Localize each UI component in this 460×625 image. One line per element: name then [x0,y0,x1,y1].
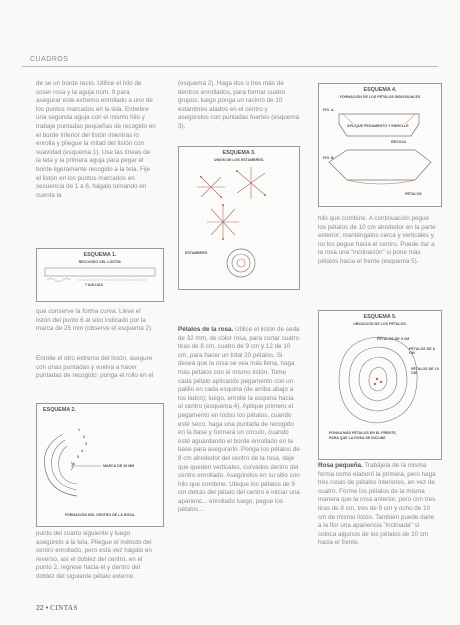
figure-title: ESQUEMA 1. [83,252,117,258]
point-number: 2 [83,435,85,439]
figure-esquema-3 [178,146,300,290]
glue-label: APLIQUE PEGAMENTO Y ENROLLE [347,124,409,128]
petal-formation-drawing [319,84,441,206]
figure-caption: PONGA MÁS PÉTALOS EN EL FRENTE, PARA QUE LA ROSA SE INCLINE [329,431,397,440]
petals-label: PÉTALOS [405,192,422,196]
paragraph: de se un borde recto. Utilice el hilo de coser rosa y la aguja núm. 9 para asegurar este extremo enrollado a uno de los puntos marcados en la tela. Enhebre una segunda aguja con el mismo hilo y trabaje puntadas pequeñas de recogido en el borde inferior del listón mientras lo enrolla y pliegue la mitad del listón con suavidad (esquema 1). Use las líneas de la tela y la primera aguja para pegar el borde ligeramente recogido a la tela. Fije el listón en los puntos marcados en secuencia de 1 a 6, hágalo tomando en cuenta la [36,80,156,199]
gather-label: RECOJA [391,140,406,144]
figure-title: ESQUEMA 4. [363,87,397,93]
paragraph: punto del cuarto siguiente y luego asegúrelo a la tela. Pliegue el método del centro enrollado, pero esta vez hágalo en reverso, así el doblez del centro, en el punto 2, regrese hacia el y dentro del doblez del siguiente pétalo externo [36,530,152,580]
figure-subtitle: UBICACIÓN DE LOS PÉTALOS. [353,322,407,326]
needles-label: 7 AGUJAS [85,283,103,287]
footer-bullet: • [45,605,49,612]
fig-a-label: FIG. A. [323,108,335,112]
point-number: 6 [73,462,75,466]
column-a-top [36,80,156,206]
paragraph [178,326,300,515]
figure-subtitle: UNIÓN DE LOS ESTAMBRES. [213,158,265,162]
figure-esquema-4 [318,83,442,207]
column-a-mid [36,308,156,340]
fig-b-label: FIG. B. [323,156,335,160]
point-number: 4 [81,449,83,453]
mark-label: MARCA DE 25 MM [103,464,135,468]
figure-caption: FORMACIÓN DEL CENTRO DE LA ROSA. [64,513,136,517]
label-10cm: PÉTALOS DE 10 CM [411,367,439,375]
figure-esquema-1 [36,248,164,302]
paragraph-body: Trabájela de la misma forma como elaboró la primera, pero haga tres rosas de pétalos interiores, en vez de cuatro. Forme los pétalos de la misma manera que la rosa anterior, pero con tres tiras de 8 cm, tres de 9 cm y ocho de 10 cm de mismo listón. También puede darle a la flor una apariencia "inclinada" si coloca algunos de los pétalos de 10 cm hacia el frente. [318,462,436,547]
column-b-top [178,80,300,138]
magazine-brand: CINTAS [50,604,78,612]
figure-title: ESQUEMA 3. [222,150,256,156]
label-8cm: PÉTALOS DE 8 CM [409,347,435,355]
paragraph: que conserve la forma curva. Lleve el listón del punto 6 al sitio indicado por la marca de 25 mm (observe el esquema 2). [36,308,153,333]
rose-center-drawing [37,404,163,526]
column-c-top [318,215,438,273]
figure-subtitle: FORMACIÓN DE LOS PÉTALOS INDIVIDUALES [339,95,421,99]
page-number: 22 [36,605,44,612]
paragraph: Enrolle el otro extremo del listón, asegure con unas puntadas y vuelva a hacer puntadas de recogido; ponga el rollo en el [36,355,154,380]
figure-esquema-5 [318,310,442,460]
figure-subtitle: RECOGIDO DEL LISTÓN. [78,260,122,264]
section-header: CUADROS [30,56,69,63]
paragraph: (esquema 2). Haga dos o tres más de dentros enrollados, para formar cuatro grupos, luego ponga un racimo de 10 estambres atados en el centro y asegúrelos con puntadas fuertes (esquema 3). [178,80,300,130]
point-number: 5 [77,455,79,459]
paragraph-body: Utilice el listón de seda de 32 mm, de color rosa, para cortar cuatro tiras de 8 cm, cuatro de 9 cm y 12 de 10 cm, para hacer un total 20 pétalos. Si desea que la rosa se vea más llena, haga más pétalos con el mismo listón. Tome cada pétalo aplicando pegamento con un palillo en cada esquina (de arriba abajo a los lados); luego, enrolle la esquina hacia el centro (esquema 4). Aplique primero el pegamento en todos los pétalos, cuando esté seco, haga una puntada de recogido en la base y formará un círculo, cuando esté aguardando el borde enrollado en la base para asegurarlo. Ponga los pétalos de 8 cm alrededor del centro de la rosa, deje que queden verticales, curvados dentro del centro enrollado. Asegúrelos en su sitio con hilo que combine. Ubique los pétalos de 9 cm detrás del pétalo del centro e iniciar una aparienc... enrollado luego, pegue los pétalos... [178,326,300,514]
ribbon-gather-drawing [37,249,163,301]
figure-esquema-2 [36,403,164,527]
column-b-body [178,326,300,521]
header-rule [22,66,438,67]
column-a-bottom [36,530,156,588]
page-footer [36,604,78,612]
column-a-mid2 [36,355,156,387]
figure-title: ESQUEMA 5. [363,314,397,320]
stamens-label: ESTAMBRES [185,251,208,255]
paragraph [318,462,438,548]
point-number: 1 [78,428,80,432]
column-c-body [318,462,438,554]
point-number: 3 [85,442,87,446]
label-9cm: PÉTALOS DE 9 CM [377,337,410,341]
paragraph-heading: Rosa pequeña. [318,462,363,469]
paragraph: hilo que combine. A continuación pegue los pétalos de 10 cm alrededor en la parte exterior; manténgalos cerca y verticales y no los pegue hacia el centro. Puede dar a la rosa una "inclinación" si pone más pétalos hacia el frente (esquema 5). [318,215,436,265]
figure-title: ESQUEMA 2. [43,407,77,413]
paragraph-heading: Pétalos de la rosa. [178,326,234,333]
stamens-drawing [179,147,299,289]
